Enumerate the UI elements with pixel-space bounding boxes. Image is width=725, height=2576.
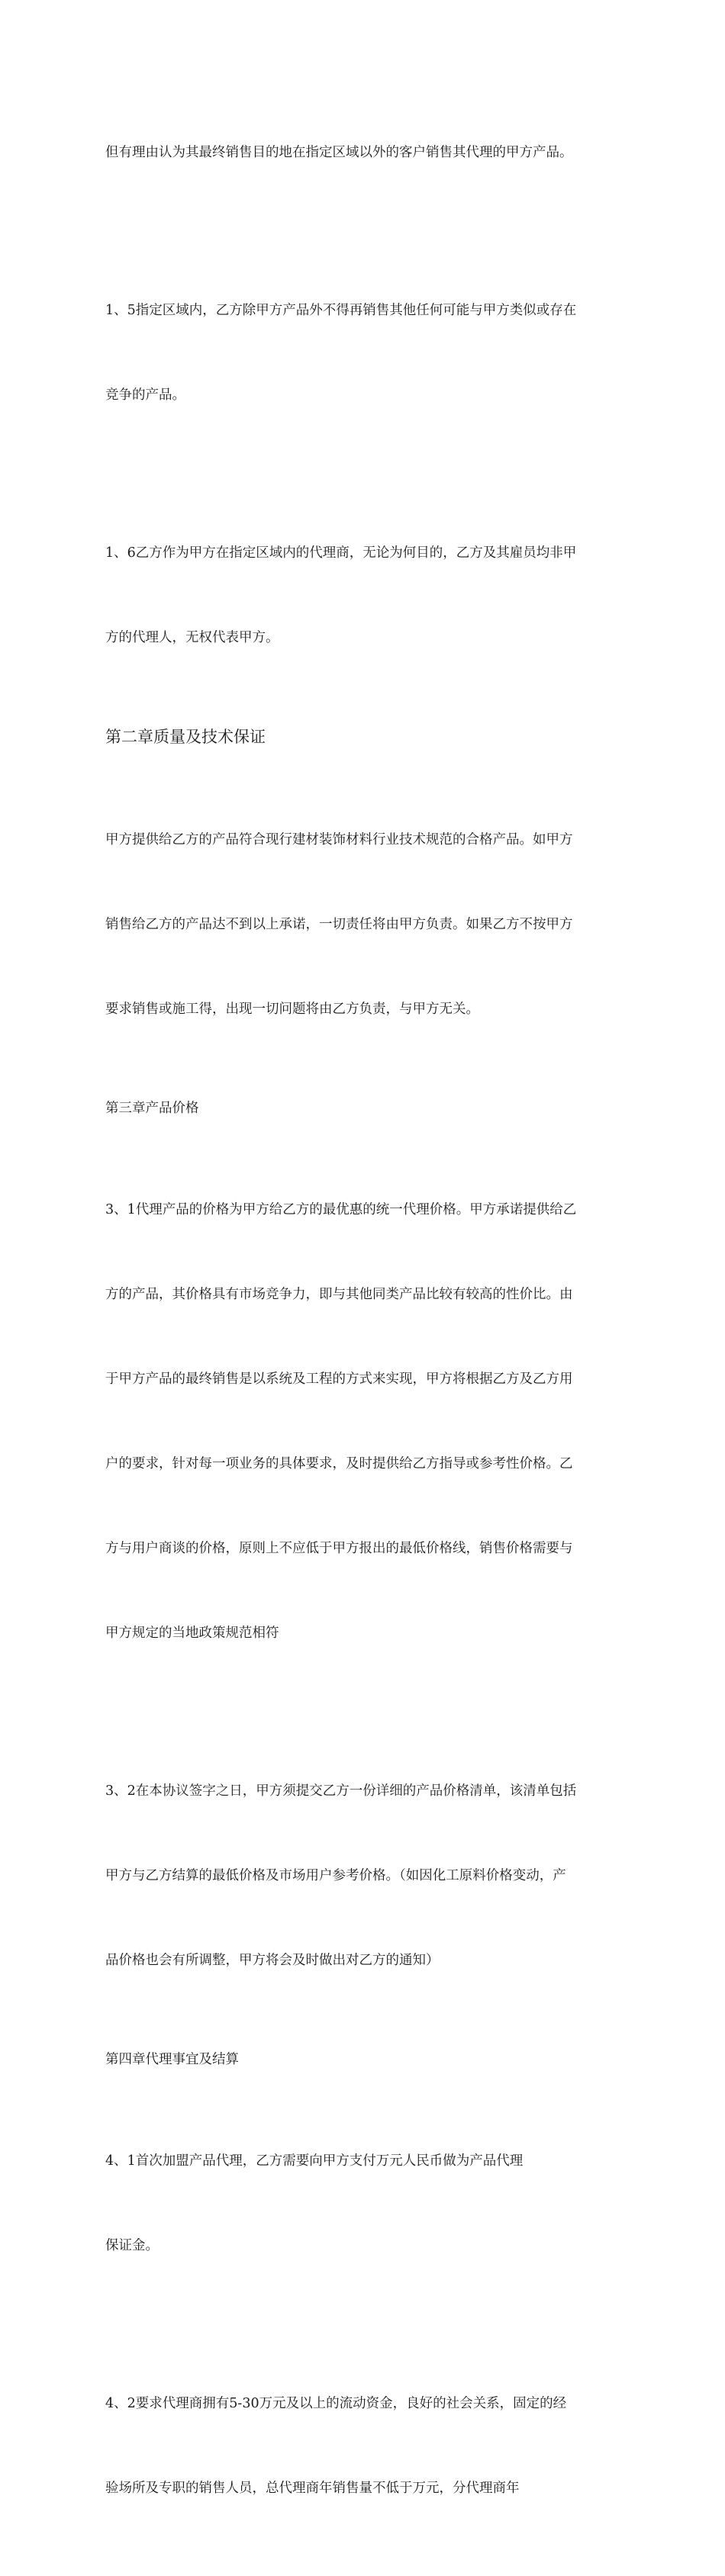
text-line: 3、2在本协议签字之日，甲方须提交乙方一份详细的产品价格清单，该清单包括: [105, 1783, 577, 1799]
text-line: 甲方与乙方结算的最低价格及市场用户参考价格。（如因化工原料价格变动，产: [105, 1868, 566, 1883]
document-body: [105, 82, 624, 2576]
text-line: 销售给乙方的产品达不到以上承诺，一切责任将由甲方负责。如果乙方不按甲方: [105, 917, 573, 932]
text-line: 方的产品，其价格具有市场竞争力，即与其他同类产品比较有较高的性价比。由: [105, 1287, 573, 1302]
text-line: 户的要求，针对每一项业务的具体要求，及时提供给乙方指导或参考性价格。乙: [105, 1456, 573, 1471]
text-line: 3、1代理产品的价格为甲方给乙方的最优惠的统一代理价格。甲方承诺提供给乙: [105, 1202, 577, 1217]
text-line: 甲方提供给乙方的产品符合现行建材装饰材料行业技术规范的合格产品。如甲方: [105, 832, 573, 847]
paragraph-3-2: [105, 1721, 624, 2031]
text-line: 1、6乙方作为甲方在指定区域内的代理商，无论为何目的，乙方及其雇员均非甲: [105, 545, 577, 561]
chapter-2-heading: 第二章质量及技术保证: [105, 728, 266, 746]
text-line: 竞争的产品。: [105, 388, 185, 403]
text-line: 保证金。: [105, 2238, 159, 2253]
text-line: 方与用户商谈的价格，原则上不应低于甲方报出的最低价格线，销售价格需要与: [105, 1541, 573, 1556]
paragraph-3-1: [105, 1140, 624, 1704]
text-line: 4、1首次加盟产品代理，乙方需要向甲方支付万元人民币做为产品代理: [105, 2153, 524, 2169]
text-line: 4、2要求代理商拥有5-30万元及以上的流动资金，良好的社会关系，固定的经: [105, 2396, 567, 2411]
paragraph-1-6: [105, 483, 624, 709]
text-line: 品价格也会有所调整，甲方将会及时做出对乙方的通知）: [105, 1953, 440, 1968]
paragraph-1-4-continuation: [105, 82, 624, 224]
text-line: 于甲方产品的最终销售是以系统及工程的方式来实现，甲方将根据乙方及乙方用: [105, 1372, 573, 1387]
chapter-2-paragraph: [105, 770, 624, 1080]
chapter-4-heading: 第四章代理事宜及结算: [105, 2052, 239, 2067]
text-line: 要求销售或施工得，出现一切问题将由乙方负责，与甲方无关。: [105, 1002, 479, 1017]
paragraph-4-1: [105, 2091, 624, 2317]
text-line: 1、5指定区域内，乙方除甲方产品外不得再销售其他任何可能与甲方类似或存在: [105, 303, 577, 318]
paragraph-1-5: [105, 240, 624, 466]
text-line: 甲方规定的当地政策规范相符: [105, 1626, 279, 1641]
text-line: 验场所及专职的销售人员，总代理商年销售量不低于万元，分代理商年: [105, 2481, 520, 2496]
text-line: 但有理由认为其最终销售目的地在指定区域以外的客户销售其代理的甲方产品。: [105, 145, 573, 160]
text-line: 方的代理人，无权代表甲方。: [105, 630, 279, 645]
chapter-3-heading: 第三章产品价格: [105, 1101, 199, 1116]
paragraph-4-2: [105, 2333, 624, 2559]
